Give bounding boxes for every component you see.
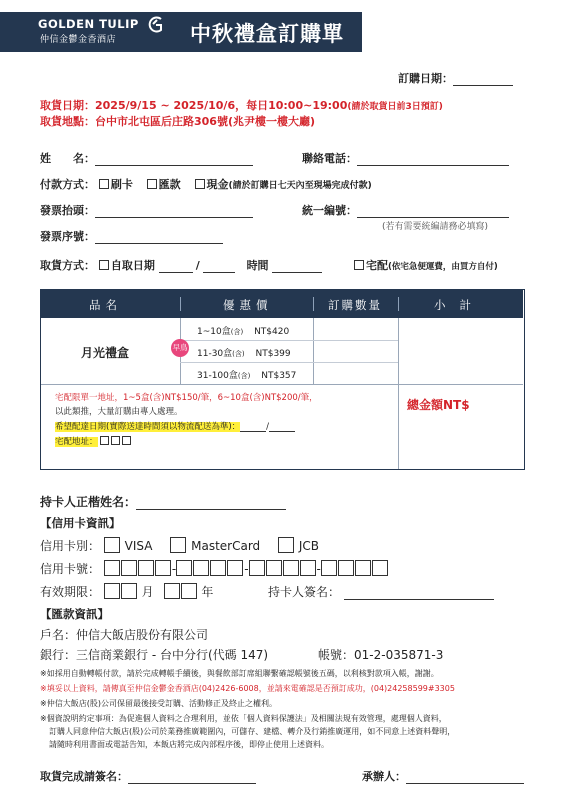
pay-card-label: 刷卡 xyxy=(110,178,133,191)
note-fax: ※填妥以上資料，請傳真至仲信金鬱金香酒店(04)2426-6008，並請來電確認是否預訂成功，(04)24258599#3305 xyxy=(40,684,455,693)
price-tier-row xyxy=(197,346,291,359)
pay-transfer-checkbox[interactable] xyxy=(147,179,157,189)
invoice-serial-line xyxy=(95,232,223,244)
order-date-line xyxy=(453,74,513,86)
col-header-price: 優惠價 xyxy=(223,298,273,312)
card-type-jcb[interactable] xyxy=(278,539,319,553)
handler-label: 承辦人： xyxy=(362,770,406,783)
tax-id-field[interactable] xyxy=(302,202,509,218)
pickup-date-slash: / xyxy=(195,259,200,272)
expiry-month-label: 月 xyxy=(141,585,154,599)
card-number-group[interactable] xyxy=(249,562,317,576)
card-type-visa[interactable] xyxy=(104,539,153,553)
address-box[interactable] xyxy=(122,436,131,445)
pay-card-checkbox[interactable] xyxy=(99,179,109,189)
pay-cash-option[interactable] xyxy=(195,178,229,191)
expiry-month-boxes[interactable] xyxy=(104,585,138,599)
delivery-address-field[interactable] xyxy=(55,435,133,447)
grid-line xyxy=(398,318,399,469)
grid-line xyxy=(180,362,398,363)
card-number-group[interactable] xyxy=(176,562,244,576)
card-type-checkbox[interactable] xyxy=(278,537,294,553)
phone-label: 聯絡電話： xyxy=(302,152,357,165)
delivery-note: (依宅急便運費，由買方自付) xyxy=(388,262,498,272)
pickup-method-label: 取貨方式： xyxy=(40,259,95,272)
desired-date-label: 希望配達日期(實際送達時間須以物流配送為準)： xyxy=(55,422,241,432)
tier-range: 1~10盒 xyxy=(197,327,231,337)
desired-date-field[interactable] xyxy=(55,420,295,432)
table-header xyxy=(41,290,523,318)
tulip-logo-icon xyxy=(147,16,164,33)
pickup-time-line[interactable] xyxy=(272,261,322,273)
card-type-label: 信用卡別： xyxy=(40,539,101,553)
handler-line xyxy=(406,772,524,784)
card-type-mastercard[interactable] xyxy=(170,539,260,553)
invoice-serial-field[interactable] xyxy=(40,228,223,244)
tier-unit: (含) xyxy=(230,328,244,336)
shipping-note: 宅配限單一地址，1~5盒(含)NT$150/筆，6~10盒(含)NT$200/筆， xyxy=(55,393,318,403)
pay-cash-checkbox[interactable] xyxy=(195,179,205,189)
note-privacy-3: 請隨時利用書面或電話告知，本飯店將完成內部程序後，即停止使用上述資料。 xyxy=(49,740,329,749)
card-holder-line xyxy=(136,496,286,510)
pickup-signature-line xyxy=(128,772,256,784)
card-signature-label: 持卡人簽名： xyxy=(268,585,341,599)
tax-id-line xyxy=(357,206,509,218)
invoice-title-label: 發票抬頭： xyxy=(40,204,95,217)
card-type-checkbox[interactable] xyxy=(170,537,186,553)
note-rights: ※仲信大飯店(股)公司保留最後接受訂購、活動修正及終止之權利。 xyxy=(40,699,277,708)
tax-id-note: (若有需要統編請務必填寫) xyxy=(382,222,489,232)
self-pickup-option[interactable] xyxy=(99,259,155,272)
price-tier-row xyxy=(197,324,289,337)
card-number-group[interactable] xyxy=(104,562,172,576)
expiry-year-boxes[interactable] xyxy=(164,585,198,599)
pickup-method-row xyxy=(40,257,322,273)
grid-line xyxy=(313,318,314,384)
tier-range: 11-30盒 xyxy=(197,349,233,359)
bank-account-number: 帳號：01-2-035871-3 xyxy=(318,648,444,662)
header-divider xyxy=(313,297,314,311)
expiry-year-label: 年 xyxy=(201,585,214,599)
invoice-serial-label: 發票序號： xyxy=(40,230,95,243)
pickup-signature-field[interactable] xyxy=(40,768,256,784)
invoice-title-field[interactable] xyxy=(40,202,253,218)
pickup-location: 取貨地點：台中市北屯區后庄路306號(兆尹樓一樓大廳) xyxy=(40,115,316,128)
address-box[interactable] xyxy=(100,436,109,445)
pickup-period xyxy=(40,97,443,113)
card-number-row: 信用卡號： - - - xyxy=(40,560,389,577)
pay-transfer-option[interactable] xyxy=(147,178,181,191)
bank-section-title: 【匯款資訊】 xyxy=(40,607,109,621)
delivery-address-label: 宅配地址： xyxy=(55,437,98,447)
card-type-label-visa: VISA xyxy=(124,539,153,553)
early-bird-badge: 早鳥 xyxy=(171,339,189,357)
brand-subtitle: 仲信金鬱金香酒店 xyxy=(40,35,117,45)
card-holder-field[interactable] xyxy=(40,493,286,510)
card-number-label: 信用卡號： xyxy=(40,562,101,576)
bank-account-name: 戶名：仲信大飯店股份有限公司 xyxy=(40,628,209,642)
name-label: 姓 名： xyxy=(40,152,95,165)
tier-price: NT$420 xyxy=(254,327,290,337)
delivery-option[interactable] xyxy=(354,257,498,273)
tier-unit: (含) xyxy=(237,372,251,380)
card-type-label-jcb: JCB xyxy=(298,539,319,553)
pickup-period-note: (請於取貨日前3日預訂) xyxy=(347,102,443,112)
card-type-label-mastercard: MasterCard xyxy=(191,539,261,553)
grid-line xyxy=(180,340,398,341)
pay-cash-label: 現金 xyxy=(206,178,229,191)
order-date-label: 訂購日期： xyxy=(398,72,453,85)
desired-date-line xyxy=(240,422,266,432)
pickup-day-line[interactable] xyxy=(203,261,235,273)
address-box[interactable] xyxy=(111,436,120,445)
note-privacy-2: 訂購人同意仲信大飯店(股)公司於業務推廣範圍內，可儲存、建檔、轉介及行銷推廣運用，如不同意上述資料聲明， xyxy=(49,727,456,736)
payment-row xyxy=(40,176,372,192)
phone-field[interactable] xyxy=(302,150,509,166)
invoice-title-line xyxy=(95,206,253,218)
tier-unit: (含) xyxy=(232,350,245,358)
card-type-row xyxy=(40,537,319,554)
product-name: 月光禮盒 xyxy=(81,346,130,360)
handler-field[interactable] xyxy=(362,768,524,784)
card-holder-label: 持卡人正楷姓名： xyxy=(40,495,137,509)
card-section-title: 【信用卡資訊】 xyxy=(40,516,121,530)
header-divider xyxy=(398,297,399,311)
pay-transfer-label: 匯款 xyxy=(158,178,181,191)
payment-label: 付款方式： xyxy=(40,178,95,191)
order-table xyxy=(40,289,525,470)
desired-date-slash: / xyxy=(266,422,270,432)
note-auto-transfer: ※如採用自動轉帳付款，請於完成轉帳手續後，與餐飲部訂席組聯繫確認帳號後五碼，以利核對款項入帳，謝謝。 xyxy=(40,669,439,678)
page-title: 中秋禮盒訂購單 xyxy=(190,22,344,46)
total-amount-label: 總金額NT$ xyxy=(407,398,470,412)
tier-range: 31-100盒 xyxy=(197,371,238,381)
self-pickup-label: 自取日期 xyxy=(110,259,155,272)
price-tier-row xyxy=(197,368,296,381)
pickup-time-label: 時間 xyxy=(246,259,269,272)
shipping-note-2: 以此類推，大量訂購由專人處理。 xyxy=(55,407,183,417)
pickup-signature-label: 取貨完成請簽名： xyxy=(40,770,128,783)
pickup-month-line[interactable] xyxy=(159,261,193,273)
tier-price: NT$357 xyxy=(261,371,297,381)
pickup-period-text: 取貨日期：2025/9/15 ~ 2025/10/6，每日10:00~19:00 xyxy=(40,99,348,112)
name-field[interactable] xyxy=(40,150,253,166)
tier-price: NT$399 xyxy=(255,349,291,359)
note-privacy: ※個資說明約定事項：為促進個人資料之合理利用，並依「個人資料保護法」及相關法規有效管理，處理個人資料， xyxy=(40,714,447,723)
card-signature-line xyxy=(344,585,494,600)
expiry-label: 有效期限： xyxy=(40,585,101,599)
desired-date-line xyxy=(269,422,295,432)
expiry-row xyxy=(40,583,213,600)
order-date-field[interactable] xyxy=(398,70,513,86)
self-pickup-checkbox[interactable] xyxy=(99,260,109,270)
card-type-checkbox[interactable] xyxy=(104,537,120,553)
bank-name: 銀行：三信商業銀行 - 台中分行(代碼 147) xyxy=(40,648,269,662)
grid-line xyxy=(41,384,523,385)
pay-card-option[interactable] xyxy=(99,178,133,191)
delivery-label: 宅配 xyxy=(366,259,388,272)
header-divider xyxy=(180,297,181,311)
col-header-quantity: 訂購數量 xyxy=(328,298,382,312)
card-number-group[interactable] xyxy=(321,562,389,576)
delivery-checkbox[interactable] xyxy=(354,260,364,270)
tax-id-label: 統一編號： xyxy=(302,204,357,217)
col-header-subtotal: 小計 xyxy=(434,298,485,312)
name-line xyxy=(95,154,253,166)
card-signature-field[interactable] xyxy=(268,583,494,600)
pay-cash-note: (請於訂購日七天內至現場完成付款) xyxy=(228,181,372,191)
col-header-product: 品名 xyxy=(89,298,122,312)
phone-line xyxy=(357,154,509,166)
brand-name: GOLDEN TULIP xyxy=(38,17,139,31)
